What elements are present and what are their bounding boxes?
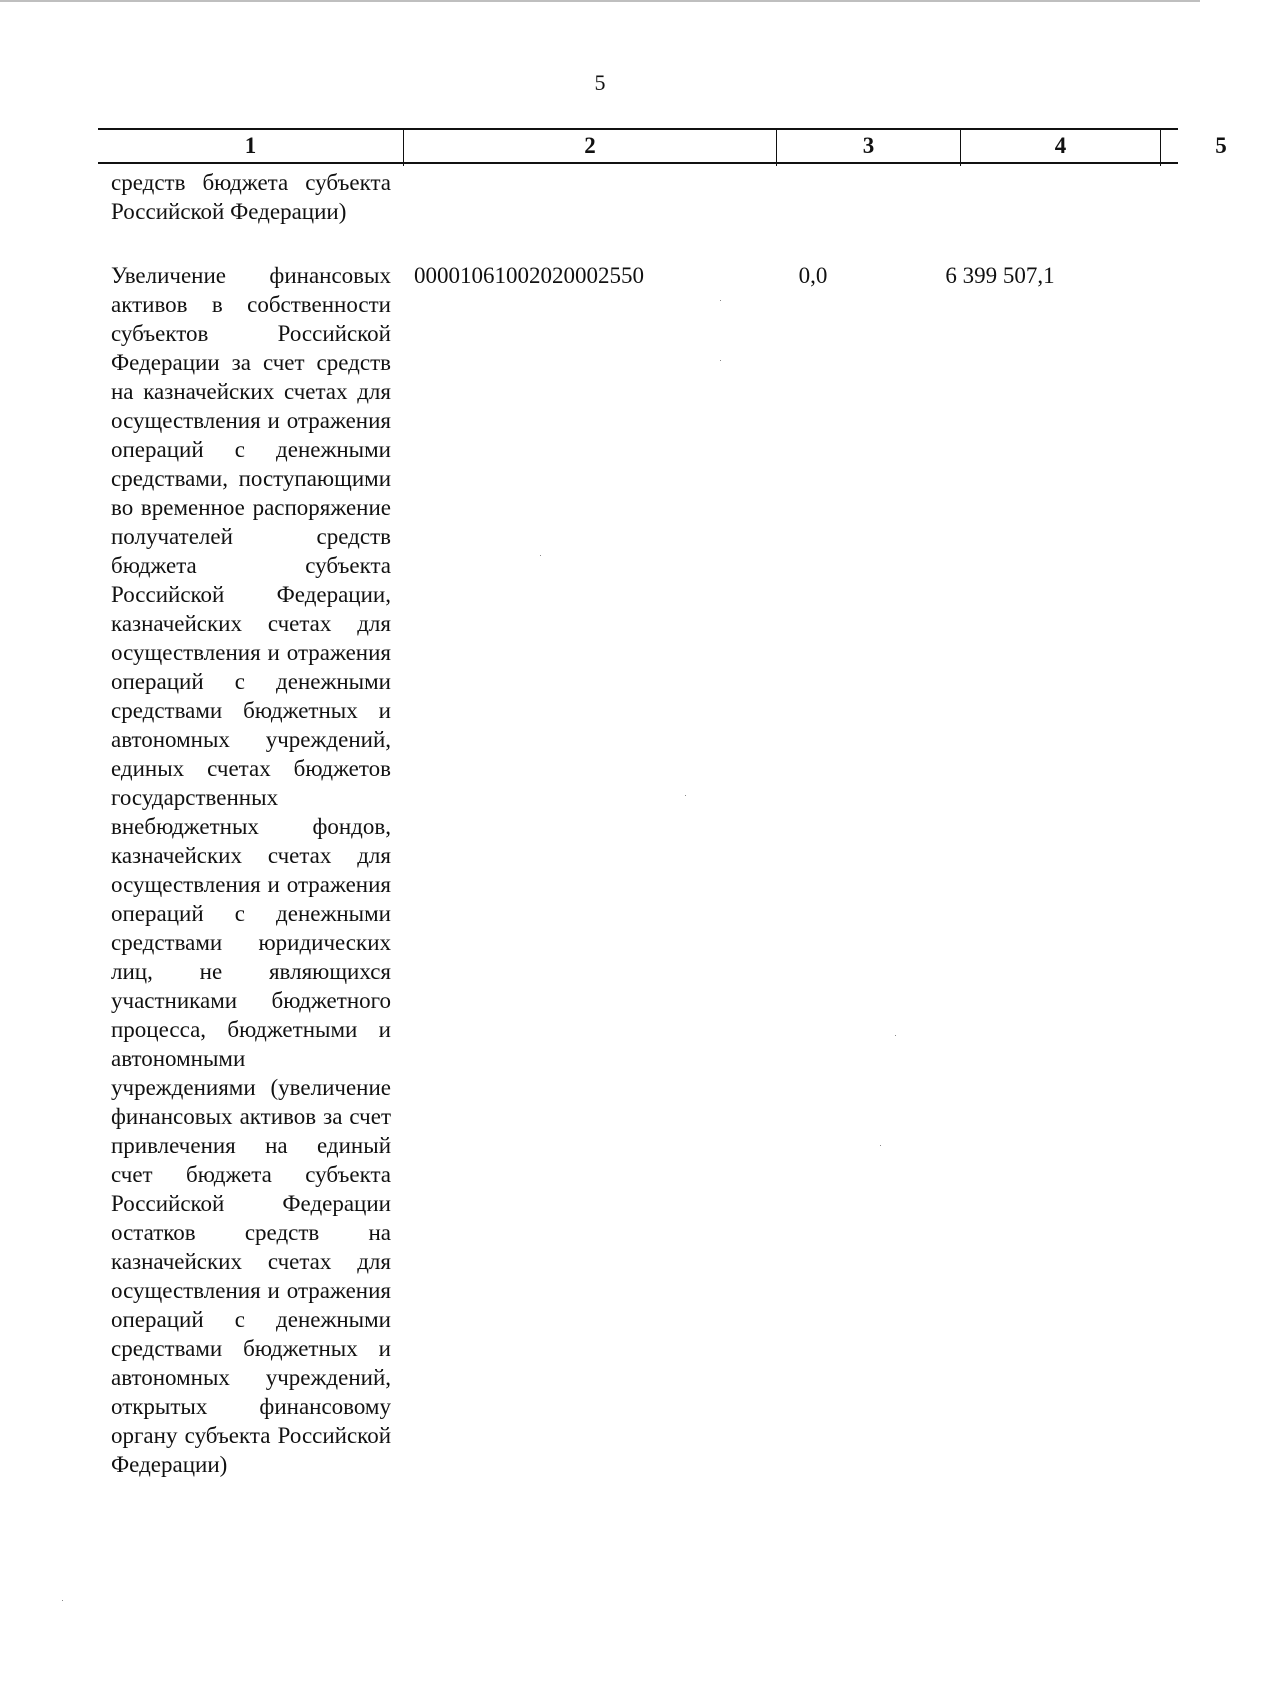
table-row-col2-code: 00001061002020002550 [414, 263, 644, 288]
table-row-col3-value: 0,0 [798, 263, 828, 288]
table-row-continuation-col1: средств бюджета субъекта Российской Федерации) [111, 170, 391, 224]
scan-speck [62, 1600, 63, 1601]
table-header-row [98, 128, 1227, 164]
scan-top-edge [0, 0, 1200, 2]
page-number: 5 [594, 70, 606, 95]
header-col-1: 1 [244, 133, 257, 158]
header-col-4: 4 [1054, 133, 1067, 158]
scan-speck [895, 1035, 896, 1036]
scan-speck [880, 1145, 881, 1146]
scan-speck [720, 300, 721, 301]
header-col-2: 2 [584, 133, 596, 158]
table-row-col4-value: 6 399 507,1 [945, 263, 1055, 288]
scan-speck [540, 555, 541, 556]
table-row-col1-description: Увеличение финансовых активов в собственности субъектов Российской Федерации за счет средств на казначейских счетах для осуществления и отражения операций с денежными средствами, поступающими во временное распоряжение получателей средств бюджета субъекта Российской Федерации, казначейских счетах для осуществления и отражения операций с денежными средствами бюджетных и автономных учреждений, единых счетах бюджетов государственных внебюджетных фондов, казначейских счетах для осуществления и отражения операций с денежными средствами юридических лиц, не являющихся участниками бюджетного процесса, бюджетными и автономными учреждениями (увеличение финансовых активов за счет привлечения на единый счет бюджета субъекта Российской Федерации остатков средств на казначейских счетах для осуществления и отражения операций с денежными средствами бюджетных и автономных учреждений, открытых финансовому органу субъекта Российской Федерации) [111, 263, 391, 1477]
header-col-5: 5 [1215, 133, 1227, 158]
scan-speck [685, 795, 686, 796]
scan-speck [720, 360, 721, 361]
header-col-3: 3 [862, 133, 875, 158]
